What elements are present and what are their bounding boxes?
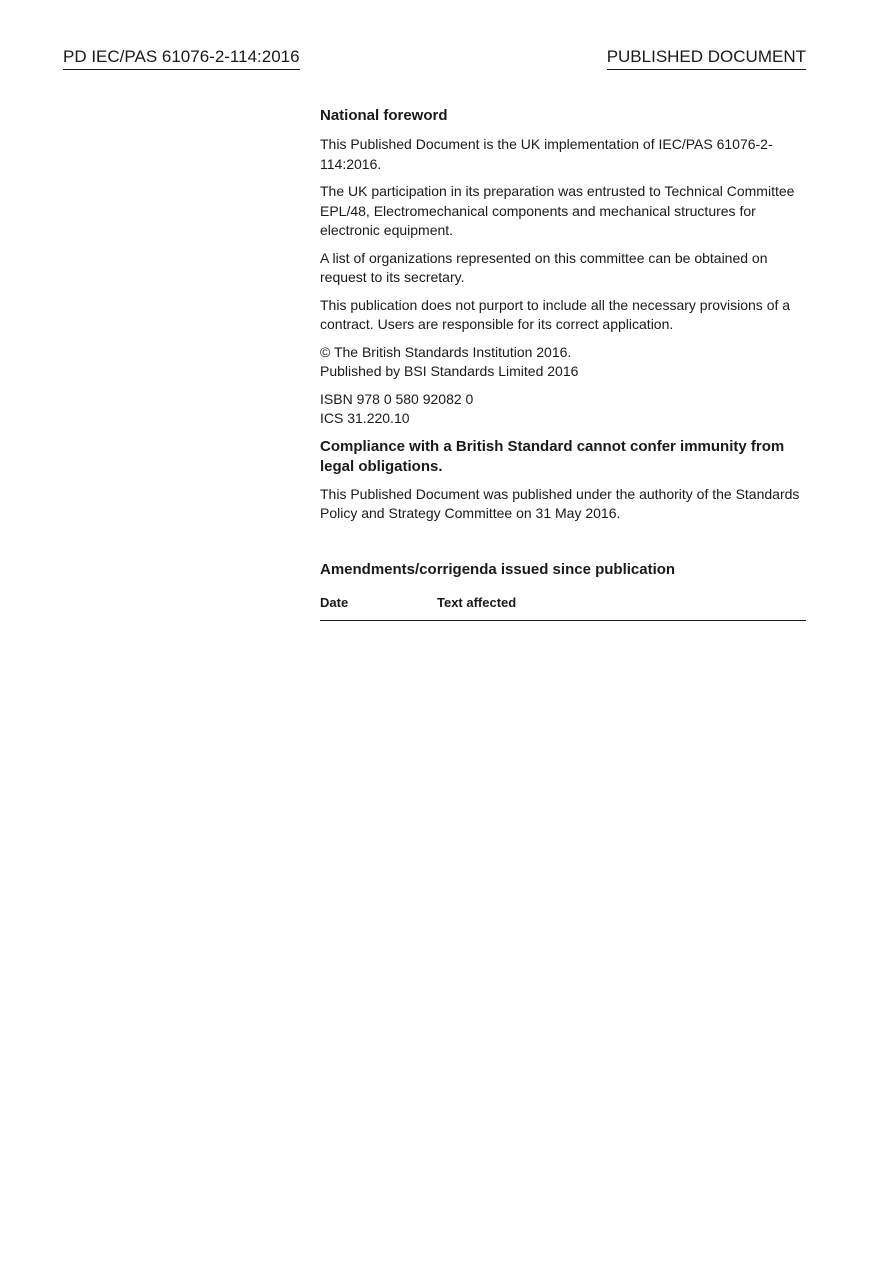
amendments-column-text-affected: Text affected [437,594,517,610]
compliance-statement: Compliance with a British Standard cannot confer immunity from legal obligations. [320,437,785,475]
foreword-paragraph-implementation: This Published Document is the UK implementation of IEC/PAS 61076-2-114:2016. [320,136,773,172]
authority-statement: This Published Document was published under the authority of the Standards Policy and Strategy Committee on 31 May 2016. [320,485,800,521]
foreword-title: National foreword [320,107,448,124]
foreword-paragraph-committee: The UK participation in its preparation was entrusted to Technical Committee EPL/48, Electromechanical components and mechanical structures for electronic equipment. [320,183,795,238]
amendments-title: Amendments/corrigenda issued since publication [320,560,676,578]
national-foreword [320,106,806,621]
amendments-table-header [320,594,806,621]
publication-info [320,343,806,382]
identifiers [320,390,806,429]
isbn-line: ISBN 978 0 580 92082 0 [320,390,474,407]
document-type: PUBLISHED DOCUMENT [607,46,806,70]
copyright-line: © The British Standards Institution 2016. [320,343,572,360]
amendments-column-date: Date [320,594,349,610]
foreword-paragraph-organizations: A list of organizations represented on this committee can be obtained on request to its secretary. [320,249,768,285]
document-number: PD IEC/PAS 61076-2-114:2016 [63,46,300,70]
foreword-paragraph-provisions: This publication does not purport to include all the necessary provisions of a contract. Users are responsible for its correct application. [320,296,791,332]
publisher-line: Published by BSI Standards Limited 2016 [320,363,579,379]
ics-line: ICS 31.220.10 [320,410,410,426]
